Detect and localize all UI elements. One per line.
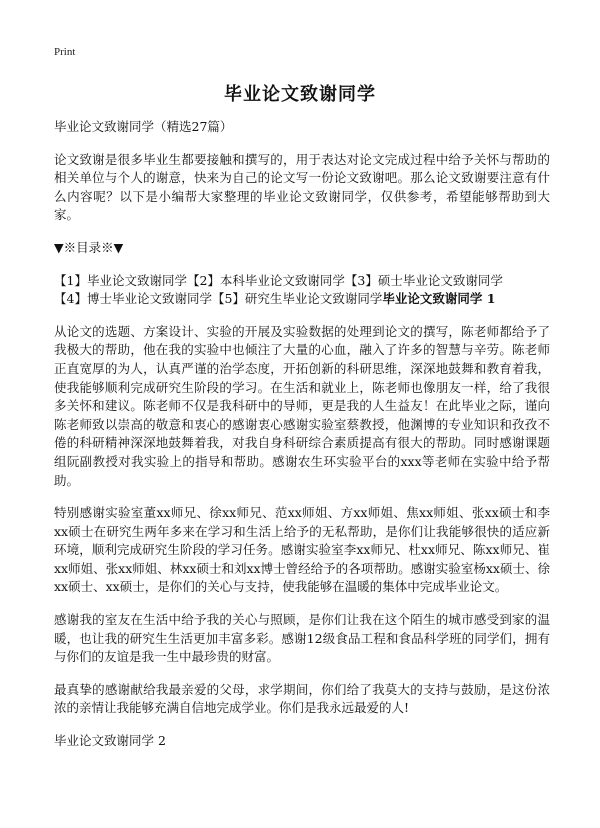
page-title: 毕业论文致谢同学	[224, 84, 376, 105]
body-paragraph-3: 感谢我的室友在生活中给予我的关心与照顾，是你们让我在这个陌生的城市感受到家的温暖，也让我的研究生生活更加丰富多彩。感谢12级食品工程和食品科学班的同学们，拥有与你们的友谊是我一生中最珍贵的财富。	[54, 612, 550, 665]
table-of-contents	[54, 272, 550, 309]
toc-heading: ▼※目录※▼	[54, 239, 124, 255]
print-link[interactable]: Print	[54, 46, 76, 58]
body-paragraph-1: 从论文的选题、方案设计、实验的开展及实验数据的处理到论文的撰写，陈老师都给予了我极大的帮助，他在我的实验中也倾注了大量的心血，融入了许多的智慧与辛劳。陈老师正直宽厚的为人，认真严谨的治学态度，开拓创新的科研思维，深深地鼓舞和教育着我，使我能够顺利完成研究生阶段的学习。在生活和就业上，陈老师也像朋友一样，给了我很多关怀和建议。陈老师不仅是我科研中的导师，更是我的人生益友！在此毕业之际，谨向陈老师致以崇高的敬意和衷心的感谢衷心感谢实验室蔡教授，他渊博的专业知识和孜孜不倦的科研精神深深地鼓舞着我，对我自身科研综合素质提高有很大的帮助。同时感谢课题组阮副教授对我实验上的指导和帮助。感谢农生环实验平台的xxx等老师在实验中给予帮助。	[54, 323, 550, 488]
body-paragraph-4: 最真挚的感谢献给我最亲爱的父母，求学期间，你们给了我莫大的支持与鼓励，是这份浓浓的亲情让我能够充满自信地完成学业。你们是我永远最爱的人!	[54, 681, 550, 716]
section-heading-1: 毕业论文致谢同学 1	[382, 291, 496, 307]
intro-paragraph: 论文致谢是很多毕业生都要接触和撰写的，用于表达对论文完成过程中给予关怀与帮助的相关单位与个人的谢意，快来为自己的论文写一份论文致谢吧。那么论文致谢要注意有什么内容呢？以下是小编帮大家整理的毕业论文致谢同学，仅供参考，希望能够帮助到大家。	[54, 151, 550, 223]
section-heading-2: 毕业论文致谢同学 2	[54, 733, 166, 749]
body-paragraph-2: 特别感谢实验室董xx师兄、徐xx师兄、范xx师姐、方xx师姐、焦xx师姐、张xx硕士和李xx硕士在研究生两年多来在学习和生活上给予的无私帮助，是你们让我能够很快的适应新环境，顺利完成研究生阶段的学习任务。感谢实验室李xx师兄、杜xx师兄、陈xx师兄、崔xx师姐、张xx师姐、林xx硕士和刘xx博士曾经给予的各项帮助。感谢实验室杨xx硕士、徐xx硕士、xx硕士，是你们的关心与支持，使我能够在温暖的集体中完成毕业论文。	[54, 505, 550, 595]
subtitle: 毕业论文致谢同学（精选27篇）	[54, 119, 233, 134]
toc-line-1[interactable]: 【1】毕业论文致谢同学【2】本科毕业论文致谢同学【3】硕士毕业论文致谢同学	[54, 272, 503, 288]
toc-line-2-links[interactable]: 【4】博士毕业论文致谢同学【5】研究生毕业论文致谢同学	[54, 291, 383, 307]
toc-line-2	[54, 290, 550, 309]
article-body	[54, 118, 550, 765]
